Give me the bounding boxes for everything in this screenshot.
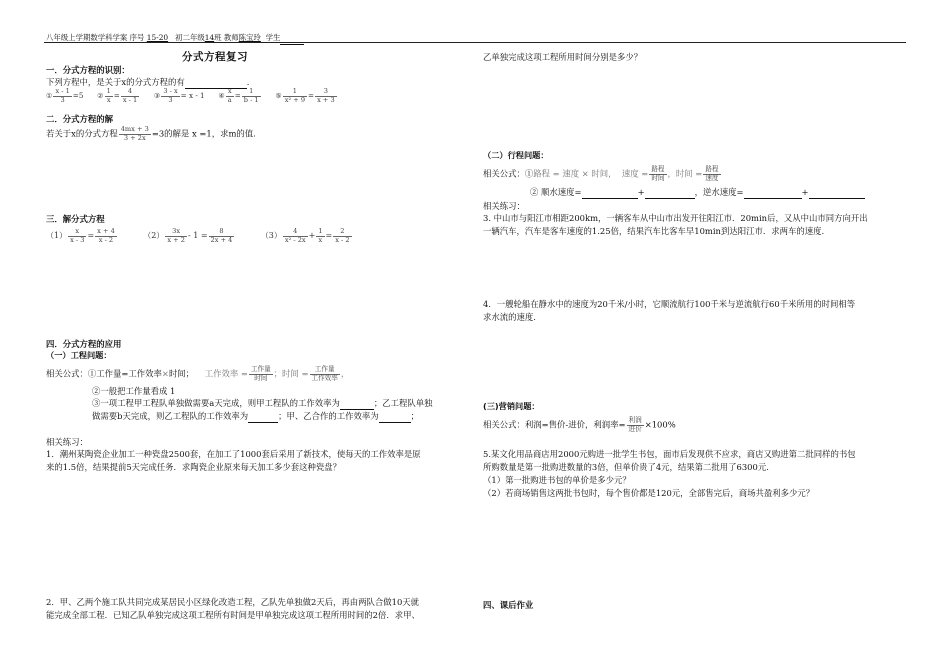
p1-frac-b <box>95 228 117 244</box>
speed-den: 时间 <box>651 173 665 182</box>
item-4-a-den: a <box>227 95 232 104</box>
question-5-line-2: 所购数量是第一批购进数量的3倍，但单价贵了4元，结果第二批用了6300元. <box>483 462 769 472</box>
p3-a-num: 4 <box>283 228 308 237</box>
section3-heading: 三．解分式方程 <box>46 214 105 224</box>
section2-q-pre: 若关于x的分式方程 <box>46 128 118 139</box>
travel-practice-label: 相关练习： <box>483 201 525 211</box>
work-note-3b <box>92 410 419 423</box>
efficiency-frac <box>249 366 273 382</box>
speed-label: 速度 = <box>621 168 649 179</box>
p3-c-den: x - 2 <box>335 235 350 244</box>
item-2-a-den: x <box>106 95 111 104</box>
p3-frac-c <box>333 228 351 244</box>
p1-a-den: x - 3 <box>70 235 85 244</box>
item-4-a-num: x <box>226 88 234 97</box>
note3a-end: ；乙工程队单独 <box>373 398 433 408</box>
work-practice-label: 相关练习： <box>46 437 88 447</box>
downstream-label: ② 顺水速度= <box>530 187 582 197</box>
item-3-den: 3 <box>168 95 173 104</box>
item-2-frac-b <box>121 88 139 104</box>
problem-1 <box>46 227 118 244</box>
speed-num: 路程 <box>651 165 665 173</box>
time-frac <box>310 366 340 382</box>
question-2-line-1: 2．甲、乙两个施工队共同完成某居民小区绿化改造工程，乙队先单独做2天后，再由两队合做10天就 <box>46 597 420 607</box>
item-4-frac-a <box>226 88 234 104</box>
header-class-suffix: 班 教师 <box>214 33 239 42</box>
question-5-line-1: 5.某文化用品商店用2000元购进一批学生书包，面市后发现供不应求，商店又购进第二批同样的书包 <box>483 449 856 459</box>
travel-formula-1 <box>483 166 722 182</box>
item-4-frac-b <box>242 88 261 104</box>
note3b-text: 做需要b天完成，则乙工程队的工作效率为 <box>92 411 249 421</box>
section2-question <box>46 126 256 142</box>
question-5-part-1: （1）第一批购进书包的单价是多少元？ <box>483 475 631 485</box>
page-title: 分式方程复习 <box>182 51 248 63</box>
item-5-mark: ⑤ <box>275 91 282 101</box>
travel-subheading: （二）行程问题： <box>483 150 549 160</box>
problem-3 <box>260 227 353 244</box>
profit-rate-frac <box>627 417 644 433</box>
item-4-eq: = <box>234 91 241 101</box>
profit-num: 利润 <box>628 416 642 424</box>
section3-problems <box>46 228 353 244</box>
item-3-num: 3 - x <box>163 87 178 95</box>
header-student: 学生 <box>265 33 281 42</box>
answer-blank-a[interactable] <box>340 397 374 410</box>
problem-2 <box>143 227 235 244</box>
profit-den: 进价 <box>628 424 642 433</box>
question-2-line-3: 乙单独完成这项工程所用时间分别是多少？ <box>483 52 643 62</box>
work-formula-mid: 时间； <box>168 368 195 379</box>
question-1-line-2: 来的1.5倍，结果提前5天完成任务．求陶瓷企业原来每天加工多少套这种瓷盘？ <box>46 462 342 472</box>
p3-frac-a <box>283 228 308 244</box>
upstream-label: ，逆水速度= <box>694 187 744 197</box>
item-5-b-den: x + 3 <box>317 95 335 104</box>
distance-formula: 路程 = 速度 × 时间， <box>533 168 617 179</box>
section1-question-end: . <box>246 77 250 87</box>
sales-formula <box>483 417 676 433</box>
p3-c-num: 2 <box>333 228 351 237</box>
p3-plus: + <box>308 231 316 241</box>
header-prefix: 八年级上学期数学科学案 序号 <box>46 33 145 42</box>
section2-heading: 二．分式方程的解 <box>46 114 113 124</box>
sales-subheading: (三)营销问题： <box>483 401 540 411</box>
p1-b-den: x - 2 <box>98 235 114 244</box>
item-5 <box>275 87 337 104</box>
p1-eq: = <box>87 231 95 241</box>
header-rule <box>44 42 906 43</box>
travel-formula-2 <box>530 186 865 199</box>
problem-3-label: （3） <box>260 231 282 241</box>
travel-time-frac <box>703 166 720 182</box>
item-1-den: 3 <box>60 95 65 104</box>
p2-a-den: x + 2 <box>167 235 185 244</box>
problem-2-label: （2） <box>143 231 165 241</box>
section2-num: 4mx + 3 <box>120 125 149 133</box>
upstream-blank-1[interactable] <box>744 186 802 199</box>
efficiency-num: 工作量 <box>250 365 271 373</box>
item-2-b-den: x - 1 <box>122 95 138 104</box>
section2-frac <box>119 126 151 142</box>
section1-heading: 一．分式方程的识别： <box>46 65 130 75</box>
item-3-rest: = x - 1 <box>180 91 205 101</box>
item-5-a-den: x² + 9 <box>284 95 306 104</box>
time-den: 工作效率 <box>311 373 338 382</box>
travel-time-label: ，时间 = <box>667 168 703 179</box>
header-grade: 初二年级 <box>175 33 205 42</box>
efficiency-label: 工作效率 = <box>204 368 248 379</box>
item-5-b-num: 3 <box>315 88 337 97</box>
upstream-blank-2[interactable] <box>809 186 865 199</box>
p3-b-den: x <box>318 235 323 244</box>
item-2 <box>97 87 140 104</box>
item-4 <box>218 87 261 104</box>
header-teacher: 陈宝玲 <box>238 33 261 42</box>
note3b-mid: ；甲、乙合作的工作效率为 <box>278 411 379 421</box>
p2-a-num: 3x <box>165 228 187 237</box>
item-2-mark: ② <box>97 91 104 101</box>
item-5-a-num: 1 <box>283 88 307 97</box>
p2-b-num: 8 <box>209 228 235 237</box>
question-2-line-2: 能完成全部工程．已知乙队单独完成这项工程所有时间是甲单独完成这项工程所用时间的2倍．求甲、 <box>46 610 420 620</box>
travel-time-den: 速度 <box>705 173 719 182</box>
item-1 <box>46 87 84 104</box>
section1-question-text: 下列方程中，是关于x的分式方程的有 <box>46 77 185 87</box>
question-3-line-1: 3. 中山市与阳江市相距200km，一辆客车从中山市出发开往阳江市．20min后，又从中山市同方向开出 <box>483 213 868 223</box>
speed-frac <box>649 166 666 182</box>
p3-a-den: x² - 2x <box>284 235 306 244</box>
question-4-line-1: 4．一艘轮船在静水中的速度为20千米/小时，它顺流航行100千米与逆流航行60千米所用的时间相等 <box>483 299 856 309</box>
times-icon: × <box>161 368 169 379</box>
item-2-b-num: 4 <box>121 88 139 97</box>
p3-eq: = <box>325 231 333 241</box>
item-1-frac <box>53 88 71 104</box>
item-4-mark: ④ <box>218 91 225 101</box>
item-5-eq: = <box>308 91 315 101</box>
time-num: 工作量 <box>310 366 340 375</box>
item-4-b-den: b - 1 <box>243 95 259 104</box>
section2-q-post: =3的解是 x =1，求m的值. <box>151 128 256 139</box>
p3-frac-b <box>316 228 324 244</box>
p2-frac-a <box>165 228 187 244</box>
problem-1-label: （1） <box>46 231 68 241</box>
question-4-line-2: 求水流的速度. <box>483 312 536 322</box>
header-class: 14 <box>204 33 215 42</box>
time-end: ， <box>340 368 350 379</box>
p1-b-num: x + 4 <box>97 227 115 235</box>
work-note-2: ②一般把工作量看成 1 <box>92 386 176 396</box>
downstream-blank-1[interactable] <box>582 186 638 199</box>
note3b-end: ； <box>410 411 419 421</box>
question-5-part-2: （2）若商场销售这两批书包时，每个售价都是120元，全部售完后，商场共盈利多少元？ <box>483 488 815 498</box>
item-5-frac-b <box>315 88 337 104</box>
work-note-3a <box>92 397 433 410</box>
note3a-text: ③一项工程甲工程队单独做需要a天完成，则甲工程队的工作效率为 <box>92 398 340 408</box>
work-formula <box>46 366 349 382</box>
sales-formula-pre: 相关公式：利润=售价-进价，利润率= <box>483 419 626 430</box>
p1-a-num: x <box>68 228 86 237</box>
item-3 <box>153 87 205 104</box>
p2-b-den: 2x + 4 <box>210 235 233 244</box>
item-3-frac <box>161 88 179 104</box>
time-label: ；时间 = <box>273 368 309 379</box>
downstream-plus: + <box>637 187 645 197</box>
section4-heading: 四．分式方程的应用 <box>46 339 122 349</box>
p2-mid: - 1 = <box>187 231 208 241</box>
downstream-blank-2[interactable] <box>645 186 695 199</box>
question-3-line-2: 一辆汽车，汽车是客车速度的1.25倍，结果汽车比客车早10min到达阳江市．求两车的速度. <box>483 226 825 236</box>
answer-blank-b[interactable] <box>248 410 278 423</box>
efficiency-den: 时间 <box>254 373 268 382</box>
item-1-rest: =5 <box>72 91 84 101</box>
item-1-mark: ① <box>46 91 53 101</box>
header-seq: 15-20 <box>146 33 169 42</box>
item-3-mark: ③ <box>153 91 161 101</box>
travel-formula-label: 相关公式：① <box>483 168 534 179</box>
section2-den: 3 + 2x <box>123 133 146 142</box>
p2-frac-b <box>209 228 235 244</box>
item-2-a-num: 1 <box>106 87 111 95</box>
p1-frac-a <box>68 228 86 244</box>
upstream-plus: + <box>801 187 809 197</box>
item-2-frac-a <box>105 88 113 104</box>
sales-formula-post: ×100% <box>644 419 676 430</box>
item-4-b-num: 1 <box>242 88 261 97</box>
answer-blank-ab[interactable] <box>379 410 411 423</box>
section1-items <box>46 88 338 104</box>
work-formula-label: 相关公式：①工作量=工作效率 <box>46 368 162 379</box>
homework-heading: 四、课后作业 <box>483 600 534 610</box>
item-2-eq: = <box>113 91 120 101</box>
item-1-num: x - 1 <box>55 87 70 95</box>
p3-b-num: 1 <box>318 227 323 235</box>
item-5-frac-a <box>283 88 307 104</box>
work-subheading: （一）工程问题： <box>46 350 112 360</box>
travel-time-num: 路程 <box>705 165 719 173</box>
question-1-line-1: 1．潮州某陶瓷企业加工一种瓷盘2500套，在加工了1000套后采用了新技术，使每天的工作效率是原 <box>46 449 421 459</box>
